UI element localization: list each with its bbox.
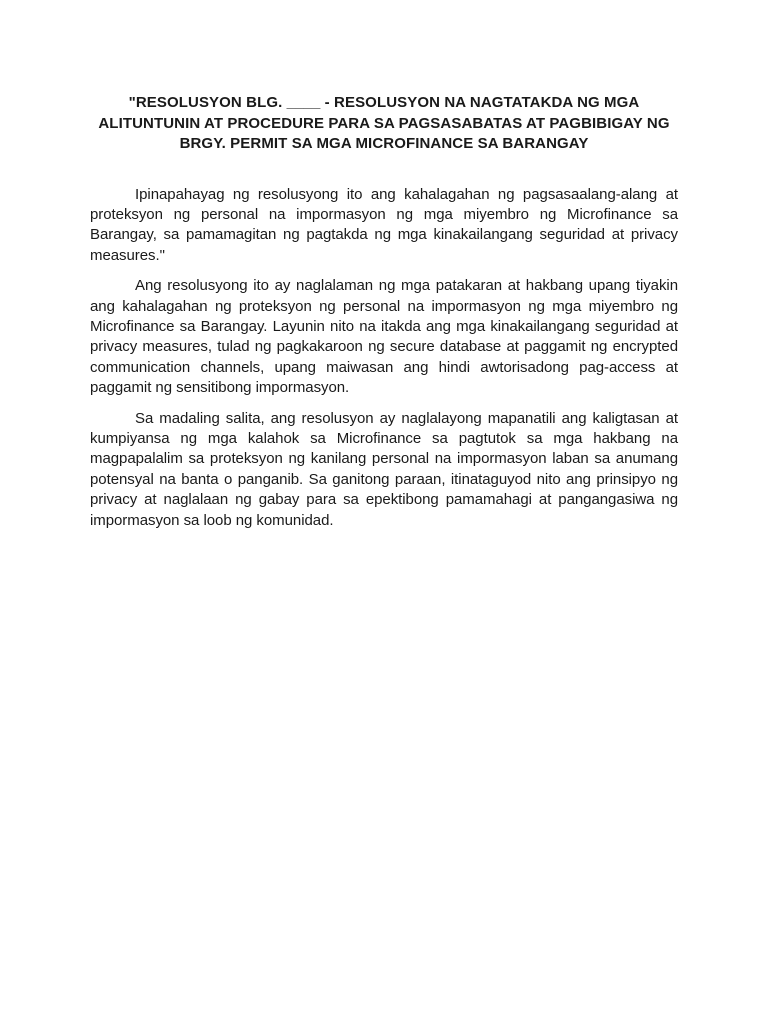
title-line: ALITUNTUNIN AT PROCEDURE PARA SA PAGSASABATAS AT PAGBIBIGAY NG [98,114,670,132]
title-line: BRGY. PERMIT SA MGA MICROFINANCE SA BARANGAY [179,135,589,152]
document-title [90,93,678,155]
document-body [90,185,678,532]
title-line: "RESOLUSYON BLG. ____ - RESOLUSYON NA NAGTATAKDA NG MGA [128,94,640,111]
paragraph: Ipinapahayag ng resolusyong ito ang kahalagahan ng pagsasaalang-alang at proteksyon ng personal na impormasyon ng mga miyembro ng Microfinance sa Barangay, sa pamamagitan ng pagtakda ng mga kinakailangang seguridad at privacy measures." [90,185,678,264]
paragraph: Sa madaling salita, ang resolusyon ay naglalayong mapanatili ang kaligtasan at kumpiyansa ng mga kalahok sa Microfinance sa pagtutok sa mga hakbang na magpapalalim sa proteksyon ng kanilang personal na impormasyon laban sa anumang potensyal na banta o panganib. Sa ganitong paraan, itinataguyod nito ang prinsipyo ng privacy at naglalaan ng gabay para sa epektibong pamamahagi at pangangasiwa ng impormasyon sa loob ng komunidad. [90,409,678,529]
paragraph: Ang resolusyong ito ay naglalaman ng mga patakaran at hakbang upang tiyakin ang kahalagahan ng proteksyon ng personal na impormasyon ng mga miyembro ng Microfinance sa Barangay. Layunin nito na itakda ang mga kinakailangang seguridad at privacy measures, tulad ng pagkakaroon ng secure database at paggamit ng encrypted communication channels, upang maiwasan ang hindi awtorisadong pag-access at paggamit ng sensitibong impormasyon. [90,277,678,397]
